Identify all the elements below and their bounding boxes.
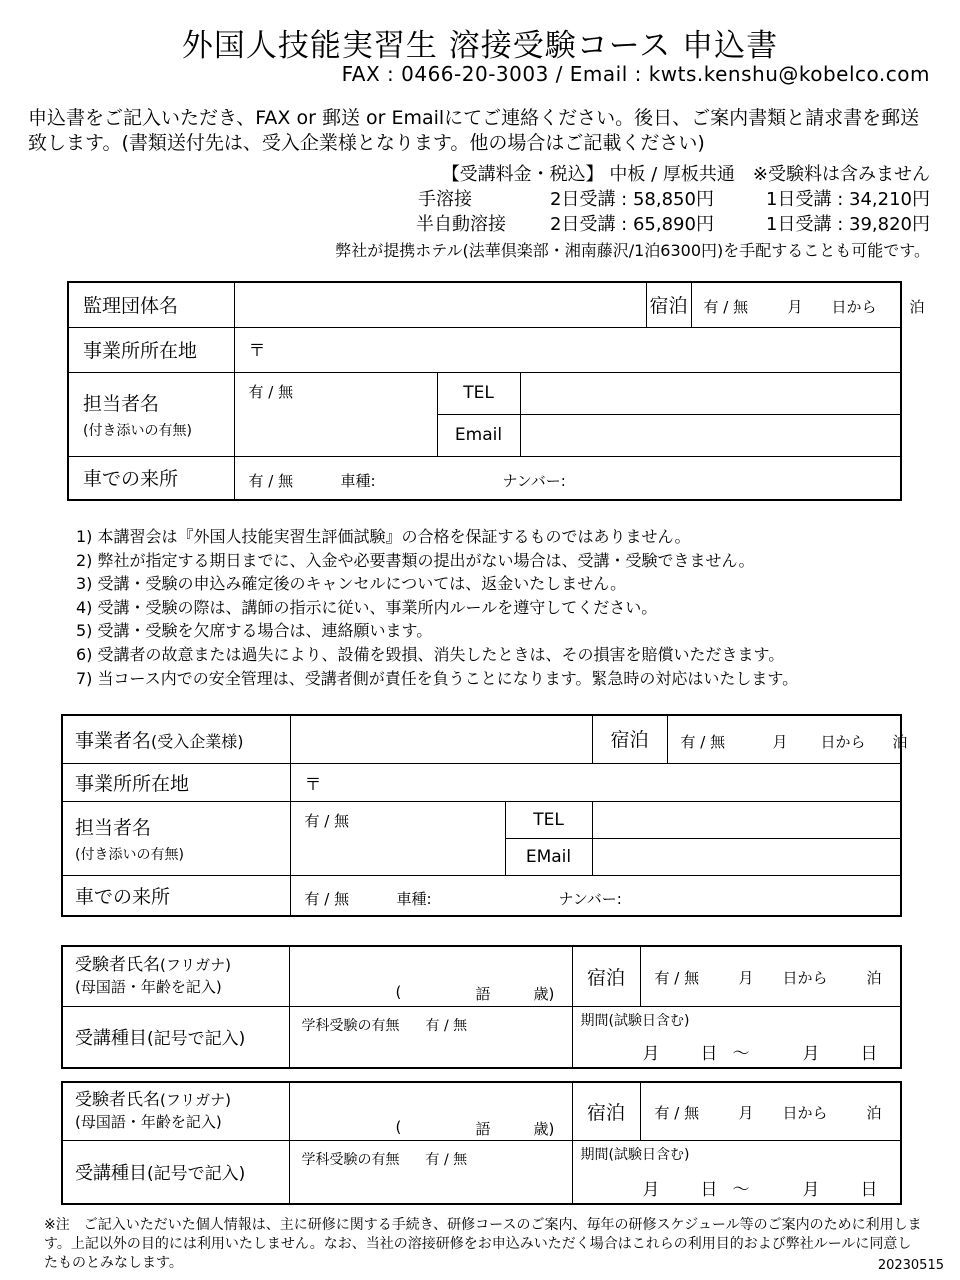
fee-name-manual: 手溶接 — [418, 189, 472, 210]
examinee-name-label — [62, 1082, 289, 1140]
course-field[interactable] — [289, 1006, 572, 1068]
car-number: ナンバー: — [502, 471, 566, 490]
examinee-name-field[interactable] — [289, 946, 572, 1006]
notes-list — [76, 525, 798, 690]
tel-field[interactable] — [592, 801, 901, 838]
person-field[interactable] — [234, 372, 437, 456]
intro-text: 申込書をご記入いただき、FAX or 郵送 or Emailにてご連絡ください。後日、ご案内書類と請求書を郵送致します。(書類送付先は、受入企業様となります。他の場合はご記載ください) — [28, 107, 920, 154]
car-label: 車での来所 — [68, 456, 234, 500]
examinee-name-sub1: (フリガナ) — [160, 956, 231, 975]
person-yn[interactable]: 有 / 無 — [248, 382, 294, 401]
postal-mark: 〒 — [304, 774, 322, 795]
stay-label: 宿泊 — [572, 946, 640, 1006]
examinee-name-label — [62, 946, 289, 1006]
postal-mark: 〒 — [248, 340, 266, 361]
stay-yn[interactable]: 有 / 無 — [680, 733, 726, 751]
fee-header: 【受講料金・税込】 中板 / 厚板共通 ※受験料は含みません — [441, 164, 930, 185]
stay-yn[interactable]: 有 / 無 — [654, 1104, 700, 1122]
person-label-text: 担当者名 — [75, 816, 152, 839]
company-label — [62, 715, 290, 763]
period-day2: 日 — [860, 1043, 878, 1064]
fee-two-day-manual: 2日受講 : 58,850円 — [550, 189, 714, 210]
age-label: 歳) — [533, 985, 555, 1003]
email-label: EMail — [505, 838, 592, 875]
theory-yn[interactable]: 有 / 無 — [425, 1017, 468, 1034]
tel-field[interactable] — [520, 372, 901, 414]
company-form — [61, 714, 908, 917]
person-label — [62, 801, 290, 875]
period-day1: 日 — [700, 1179, 718, 1200]
examinee-form-2 — [61, 1081, 902, 1205]
note-item: 5) 受講・受験を欠席する場合は、連絡願います。 — [76, 621, 433, 641]
theory-label: 学科受験の有無 — [301, 1151, 400, 1168]
period-month1: 月 — [642, 1043, 660, 1064]
person-label-sub: (付き添いの有無) — [83, 422, 192, 439]
person-field[interactable] — [290, 801, 505, 875]
stay-from: 日から — [782, 969, 828, 987]
email-label: Email — [437, 414, 520, 456]
stay-from: 日から — [831, 298, 877, 316]
person-label-text: 担当者名 — [83, 392, 160, 415]
car-yn[interactable]: 有 / 無 — [304, 889, 350, 908]
period-day2: 日 — [860, 1179, 878, 1200]
company-label-sub: (受入企業様) — [151, 731, 244, 751]
stay-month: 月 — [787, 298, 803, 316]
privacy-note: ※注 ご記入いただいた個人情報は、主に研修に関する手続き、研修コースのご案内、毎年の研修スケジュール等のご案内のために利用します。上記以外の目的には利用いたしません。なお、当社の溶接研修をお申込みいただく場合はこれらの利用目的および弊社ルールに同意したものとみなします。 — [44, 1217, 922, 1271]
stay-month: 月 — [738, 1104, 754, 1122]
stay-field[interactable] — [691, 282, 925, 327]
theory-yn[interactable]: 有 / 無 — [425, 1151, 468, 1168]
age-label: 歳) — [533, 1120, 555, 1138]
fee-two-day-semiauto: 2日受講 : 65,890円 — [550, 214, 714, 235]
company-label-text: 事業者名 — [75, 729, 152, 752]
car-yn[interactable]: 有 / 無 — [248, 471, 294, 490]
org-name-field[interactable] — [234, 282, 646, 327]
email-field[interactable] — [520, 414, 901, 456]
examinee-name-label-text: 受験者氏名 — [75, 1090, 160, 1111]
stay-from: 日から — [782, 1104, 828, 1122]
hotel-note: 弊社が提携ホテル(法華倶楽部・湘南藤沢/1泊6300円)を手配することも可能です。 — [335, 241, 930, 260]
course-label — [62, 1006, 289, 1068]
supervising-org-form — [67, 281, 925, 501]
contact-info: FAX : 0466-20-3003 / Email : kwts.kenshu@kobelco.com — [341, 62, 930, 86]
period-day1: 日 — [700, 1043, 718, 1064]
person-label — [68, 372, 234, 456]
stay-month: 月 — [738, 969, 754, 987]
email-field[interactable] — [592, 838, 901, 875]
course-label — [62, 1140, 289, 1204]
note-item: 2) 弊社が指定する期日までに、入金や必要書類の提出がない場合は、受講・受験できません。 — [76, 550, 755, 570]
period-field[interactable] — [572, 1006, 901, 1068]
paren-open: ( — [395, 983, 402, 1001]
period-month2: 月 — [802, 1179, 820, 1200]
period-month1: 月 — [642, 1179, 660, 1200]
course-field[interactable] — [289, 1140, 572, 1204]
company-name-field[interactable] — [290, 715, 592, 763]
stay-label: 宿泊 — [593, 716, 668, 764]
stay-nights: 泊 — [866, 969, 882, 987]
examinee-name-sub2: (母国語・年齢を記入) — [75, 1113, 222, 1132]
examinee-name-sub2: (母国語・年齢を記入) — [75, 978, 222, 997]
address-label: 事業所所在地 — [68, 327, 234, 372]
theory-label: 学科受験の有無 — [301, 1017, 400, 1034]
car-type: 車種: — [340, 471, 376, 490]
stay-nights: 泊 — [909, 298, 925, 316]
fee-name-semiauto: 半自動溶接 — [416, 214, 506, 235]
course-label-text: 受講種目 — [75, 1162, 147, 1184]
period-label: 期間(試験日含む) — [580, 1012, 690, 1029]
org-name-label: 監理団体名 — [68, 282, 234, 327]
period-tilde: 〜 — [732, 1043, 750, 1064]
period-tilde: 〜 — [732, 1179, 750, 1200]
note-item: 4) 受講・受験の際は、講師の指示に従い、事業所内ルールを遵守してください。 — [76, 597, 658, 617]
tel-label: TEL — [437, 372, 520, 414]
tel-label: TEL — [505, 801, 592, 838]
address-label: 事業所所在地 — [62, 763, 290, 801]
car-number: ナンバー: — [558, 889, 622, 908]
stay-label: 宿泊 — [572, 1082, 640, 1140]
stay-yn[interactable]: 有 / 無 — [703, 298, 749, 316]
note-item: 6) 受講者の故意または過失により、設備を毀損、消失したときは、その損害を賠償いただきます。 — [76, 644, 785, 664]
note-item: 7) 当コース内での安全管理は、受講者側が責任を負うことになります。緊急時の対応はいたします。 — [76, 668, 799, 688]
car-field[interactable] — [290, 875, 901, 916]
car-label: 車での来所 — [62, 875, 290, 916]
note-item: 1) 本講習会は『外国人技能実習生評価試験』の合格を保証するものではありません。 — [76, 527, 691, 546]
stay-from: 日から — [820, 733, 866, 751]
period-field[interactable] — [572, 1140, 901, 1204]
fee-one-day-manual: 1日受講 : 34,210円 — [766, 189, 930, 210]
paren-open: ( — [395, 1118, 402, 1136]
car-type: 車種: — [396, 889, 432, 908]
course-label-sub: (記号で記入) — [147, 1028, 246, 1049]
stay-field[interactable] — [640, 1082, 901, 1140]
stay-month: 月 — [772, 733, 788, 751]
page-title: 外国人技能実習生 溶接受験コース 申込書 — [181, 28, 779, 64]
address-field[interactable] — [290, 763, 901, 801]
stay-nights: 泊 — [866, 1104, 882, 1122]
note-item: 3) 受講・受験の申込み確定後のキャンセルについては、返金いたしません。 — [76, 574, 627, 594]
period-month2: 月 — [802, 1043, 820, 1064]
car-field[interactable] — [234, 456, 901, 500]
person-yn[interactable]: 有 / 無 — [304, 811, 350, 830]
course-label-sub: (記号で記入) — [147, 1163, 246, 1184]
stay-label: 宿泊 — [646, 282, 691, 327]
examinee-name-label-text: 受験者氏名 — [75, 955, 160, 976]
course-label-text: 受講種目 — [75, 1027, 147, 1049]
examinee-form-1 — [61, 945, 902, 1069]
address-field[interactable] — [234, 327, 901, 372]
examinee-name-sub1: (フリガナ) — [160, 1091, 231, 1110]
fee-one-day-semiauto: 1日受講 : 39,820円 — [766, 214, 930, 235]
lang-label: 語 — [475, 1120, 491, 1138]
stay-field[interactable] — [640, 946, 901, 1006]
stay-yn[interactable]: 有 / 無 — [654, 969, 700, 987]
period-label: 期間(試験日含む) — [580, 1146, 690, 1163]
lang-label: 語 — [475, 985, 491, 1003]
stay-area — [592, 715, 908, 763]
person-label-sub: (付き添いの有無) — [75, 846, 184, 863]
examinee-name-field[interactable] — [289, 1082, 572, 1140]
document-code: 20230515 — [877, 1258, 944, 1273]
stay-nights: 泊 — [892, 733, 908, 751]
